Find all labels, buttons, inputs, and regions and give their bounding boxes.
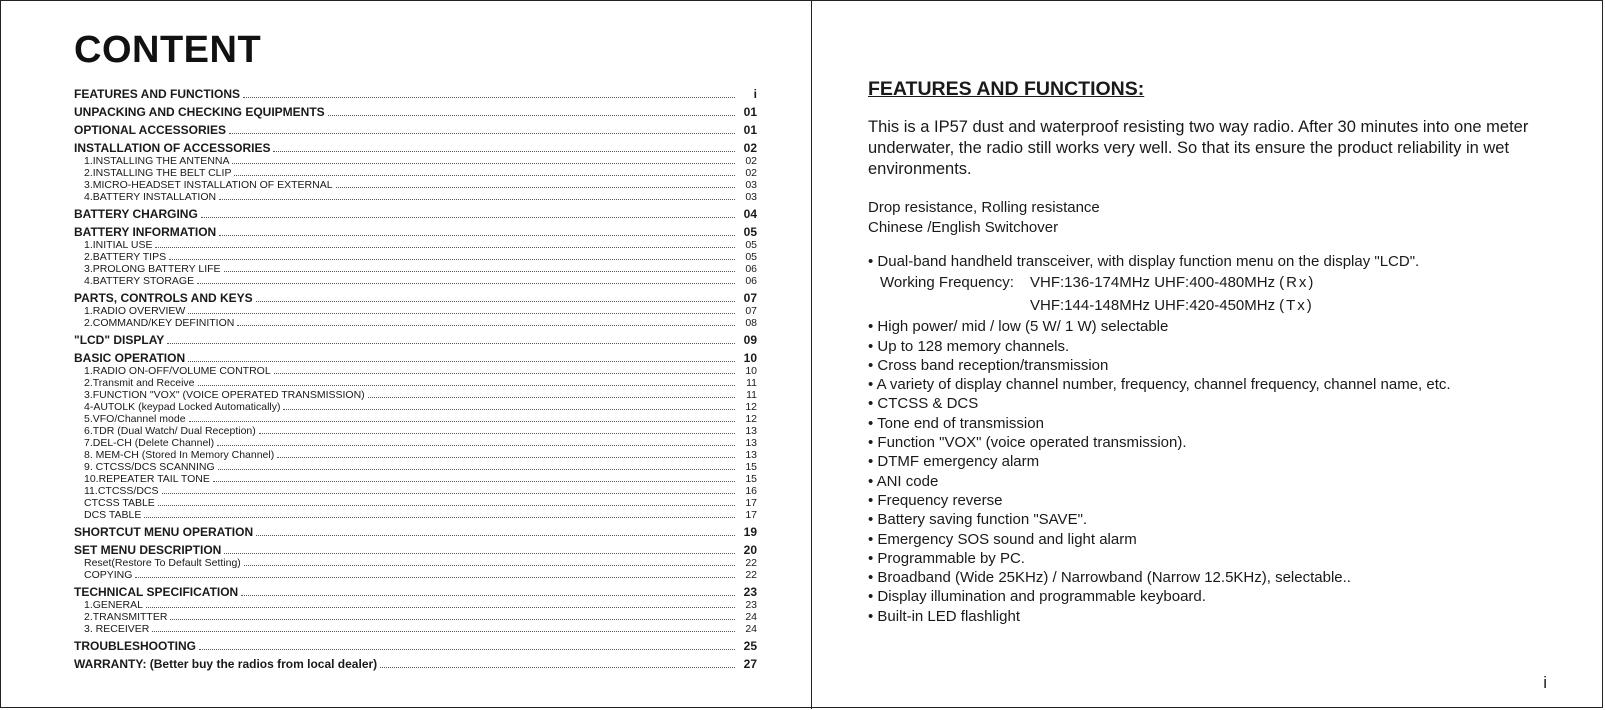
dot-leader (328, 114, 735, 116)
dot-leader (232, 162, 735, 164)
toc-section (74, 543, 757, 581)
feature-bullet: • Function "VOX" (voice operated transmission). (868, 434, 1187, 452)
toc-entry-page: 23 (745, 599, 757, 611)
dot-leader (217, 444, 735, 446)
toc-entry-page: 02 (745, 167, 757, 179)
feature-bullet: • Built-in LED flashlight (868, 607, 1020, 625)
frequency-tx-row (868, 294, 1568, 317)
toc-entry-page: 24 (745, 623, 757, 635)
dot-leader (198, 384, 736, 386)
toc-entry-label: 3.FUNCTION "VOX" (VOICE OPERATED TRANSMISSION) (84, 389, 365, 401)
page-divider (811, 1, 812, 709)
toc-entry-label: 11.CTCSS/DCS (84, 485, 159, 497)
toc-entry-page: 01 (743, 123, 757, 137)
dot-leader (219, 234, 735, 236)
feature-bullet: • A variety of display channel number, frequency, channel frequency, channel name, etc. (868, 376, 1451, 394)
toc-entry-page: 23 (743, 585, 757, 599)
toc-entry-label: 8. MEM-CH (Stored In Memory Channel) (84, 449, 275, 461)
toc-entry-page: 12 (745, 401, 757, 413)
frequency-tx-tag: (Tx) (1279, 297, 1314, 315)
toc-entry-label: 3.MICRO-HEADSET INSTALLATION OF EXTERNAL (84, 179, 333, 191)
toc-entry-page: 24 (745, 611, 757, 623)
toc-entry-page: 15 (745, 473, 757, 485)
dot-leader (146, 606, 735, 608)
dot-leader (336, 186, 735, 188)
dot-leader (167, 342, 735, 344)
dot-leader (155, 246, 735, 248)
frequency-tx-values: VHF:144-148MHz UHF:420-450MHz (1030, 297, 1276, 315)
toc-entry-page: 05 (745, 239, 757, 251)
toc-subentry (74, 317, 757, 329)
toc-entry-page: 22 (745, 557, 757, 569)
toc-section (74, 333, 757, 347)
toc-entry-label: BATTERY INFORMATION (74, 225, 217, 239)
toc-entry-label: 1.RADIO OVERVIEW (84, 305, 186, 317)
intro-paragraph: This is a IP57 dust and waterproof resisting two way radio. After 30 minutes into one meter underwater, the radio still works very well. So that its ensure the product reliability in wet environments. (868, 118, 1529, 178)
toc-section (74, 207, 757, 221)
toc-entry-page: 03 (745, 179, 757, 191)
page-number: i (1543, 673, 1547, 692)
toc-subentry (74, 449, 757, 461)
dot-leader (224, 552, 735, 554)
toc-entry-page: 17 (745, 509, 757, 521)
toc-entry-label: 1.RADIO ON-OFF/VOLUME CONTROL (84, 365, 271, 377)
contents-title: CONTENT (74, 29, 262, 71)
toc-entry-page: 13 (745, 425, 757, 437)
dot-leader (368, 396, 735, 398)
toc-subentry (74, 569, 757, 581)
toc-subentry (74, 167, 757, 179)
toc-entry-label: 10.REPEATER TAIL TONE (84, 473, 210, 485)
toc-entry-label: 5.VFO/Channel mode (84, 413, 186, 425)
dot-leader (218, 468, 735, 470)
dot-leader (152, 630, 735, 632)
dot-leader (256, 534, 735, 536)
toc-subentry (74, 437, 757, 449)
toc-subentry (74, 179, 757, 191)
toc-entry-page: 11 (746, 377, 757, 389)
plain-line: Chinese /English Switchover (868, 219, 1059, 236)
toc-entry-label: UNPACKING AND CHECKING EQUIPMENTS (74, 105, 325, 119)
dot-leader (219, 198, 735, 200)
dot-leader (144, 516, 735, 518)
toc-section (74, 525, 757, 539)
toc-entry (74, 123, 757, 137)
toc-entry-label: COPYING (84, 569, 133, 581)
dot-leader (274, 372, 735, 374)
toc-entry-page: 05 (743, 225, 757, 239)
toc-entry-label: 1.INSTALLING THE ANTENNA (84, 155, 230, 167)
toc-entry (74, 141, 757, 155)
toc-section (74, 225, 757, 287)
toc-entry-label: OPTIONAL ACCESSORIES (74, 123, 227, 137)
toc-entry (74, 333, 757, 347)
toc-entry-page: 02 (743, 141, 757, 155)
toc-section (74, 87, 757, 101)
feature-bullet: • CTCSS & DCS (868, 395, 979, 413)
toc-entry-label: SHORTCUT MENU OPERATION (74, 525, 254, 539)
toc-subentry (74, 305, 757, 317)
toc-section (74, 639, 757, 653)
toc-entry-page: 06 (745, 275, 757, 287)
feature-bullet: • High power/ mid / low (5 W/ 1 W) selectable (868, 318, 1169, 336)
feature-bullet: • Programmable by PC. (868, 549, 1025, 567)
toc-section (74, 585, 757, 635)
dot-leader (237, 324, 735, 326)
toc-subentry (74, 401, 757, 413)
feature-bullet: • Tone end of transmission (868, 414, 1044, 432)
toc-subentry (74, 275, 757, 287)
toc-subentry (74, 473, 757, 485)
toc-entry-label: 2.BATTERY TIPS (84, 251, 167, 263)
toc-subentry (74, 413, 757, 425)
dot-leader (229, 132, 735, 134)
dot-leader (273, 150, 735, 152)
toc-entry-label: 3. RECEIVER (84, 623, 150, 635)
toc-section (74, 291, 757, 329)
toc-entry-page: 07 (743, 291, 757, 305)
feature-bullet: • Broadband (Wide 25KHz) / Narrowband (Narrow 12.5KHz), selectable.. (868, 569, 1351, 587)
feature-bullet: • ANI code (868, 472, 939, 490)
toc-entry (74, 291, 757, 305)
toc-entry-page: i (753, 87, 757, 101)
toc-subentry (74, 263, 757, 275)
toc-section (74, 105, 757, 119)
toc-entry-label: 2.Transmit and Receive (84, 377, 195, 389)
toc-entry-label: 1.INITIAL USE (84, 239, 153, 251)
feature-bullet: • Cross band reception/transmission (868, 356, 1109, 374)
toc-entry-page: 03 (745, 191, 757, 203)
toc-subentry (74, 611, 757, 623)
toc-entry-page: 16 (745, 485, 757, 497)
toc-entry-page: 15 (745, 461, 757, 473)
toc-entry-label: 4.BATTERY STORAGE (84, 275, 195, 287)
toc-entry-page: 11 (746, 389, 757, 401)
toc-entry-label: CTCSS TABLE (84, 497, 155, 509)
features-heading: FEATURES AND FUNCTIONS: (868, 78, 1145, 100)
toc-entry-label: 2.TRANSMITTER (84, 611, 168, 623)
toc-entry (74, 351, 757, 365)
toc-entry-page: 02 (745, 155, 757, 167)
toc-entry-page: 05 (745, 251, 757, 263)
toc-section (74, 657, 757, 671)
dot-leader (283, 408, 735, 410)
toc-entry-label: SET MENU DESCRIPTION (74, 543, 222, 557)
toc-entry-label: Reset(Restore To Default Setting) (84, 557, 241, 569)
feature-bullet: • Battery saving function "SAVE". (868, 511, 1088, 529)
toc-entry-label: 2.COMMAND/KEY DEFINITION (84, 317, 235, 329)
contents-page (74, 29, 757, 671)
toc-entry-label: 7.DEL-CH (Delete Channel) (84, 437, 215, 449)
toc-entry-page: 08 (745, 317, 757, 329)
toc-entry-page: 04 (743, 207, 757, 221)
dot-leader (199, 648, 735, 650)
toc-entry-page: 25 (743, 639, 757, 653)
toc-entry-page: 10 (743, 351, 757, 365)
toc-subentry (74, 365, 757, 377)
toc-section (74, 351, 757, 521)
toc-entry-page: 22 (745, 569, 757, 581)
toc-entry (74, 657, 757, 671)
dot-leader (158, 504, 735, 506)
toc-entry (74, 543, 757, 557)
toc-entry-label: 1.GENERAL (84, 599, 143, 611)
feature-bullet: • DTMF emergency alarm (868, 453, 1040, 471)
feature-bullet: • Up to 128 memory channels. (868, 337, 1070, 355)
toc-entry-page: 12 (745, 413, 757, 425)
toc-subentry (74, 497, 757, 509)
dot-leader (201, 216, 735, 218)
feature-bullet: • Frequency reverse (868, 491, 1003, 509)
toc-entry-label: 9. CTCSS/DCS SCANNING (84, 461, 215, 473)
dot-leader (234, 174, 735, 176)
toc-entry-label: FEATURES AND FUNCTIONS (74, 87, 240, 101)
dot-leader (170, 618, 735, 620)
toc-entry-page: 01 (743, 105, 757, 119)
toc-subentry (74, 251, 757, 263)
toc-subentry (74, 509, 757, 521)
toc-subentry (74, 155, 757, 167)
toc-entry (74, 525, 757, 539)
frequency-rx-row (868, 271, 1568, 294)
toc-subentry (74, 485, 757, 497)
feature-bullet: • Dual-band handheld transceiver, with display function menu on the display "LCD". (868, 253, 1420, 270)
toc-entry-page: 06 (745, 263, 757, 275)
features-page (868, 77, 1568, 626)
toc-section (74, 123, 757, 137)
plain-line: Drop resistance, Rolling resistance (868, 199, 1100, 216)
feature-bullet: • Emergency SOS sound and light alarm (868, 530, 1137, 548)
toc-entry-label: 6.TDR (Dual Watch/ Dual Reception) (84, 425, 256, 437)
dot-leader (259, 432, 735, 434)
toc-entry-page: 13 (745, 437, 757, 449)
dot-leader (243, 96, 735, 98)
toc-entry-label: INSTALLATION OF ACCESSORIES (74, 141, 271, 155)
toc-entry-label: BASIC OPERATION (74, 351, 186, 365)
toc-entry-label: BATTERY CHARGING (74, 207, 198, 221)
dot-leader (197, 282, 735, 284)
dot-leader (224, 270, 735, 272)
toc-entry (74, 87, 757, 101)
dot-leader (162, 492, 736, 494)
frequency-rx-tag: (Rx) (1279, 274, 1316, 292)
dot-leader (380, 666, 735, 668)
toc-entry (74, 105, 757, 119)
toc-entry-label: PARTS, CONTROLS AND KEYS (74, 291, 253, 305)
frequency-label: Working Frequency: (880, 274, 1014, 292)
toc-entry-label: DCS TABLE (84, 509, 142, 521)
toc-entry-page: 27 (743, 657, 757, 671)
toc-entry-page: 19 (743, 525, 757, 539)
toc-subentry (74, 623, 757, 635)
toc-entry-label: WARRANTY: (Better buy the radios from local dealer) (74, 657, 378, 671)
toc-entry-page: 09 (743, 333, 757, 347)
toc-subentry (74, 599, 757, 611)
dot-leader (169, 258, 735, 260)
toc-subentry (74, 461, 757, 473)
dot-leader (213, 480, 735, 482)
feature-bullet: • Display illumination and programmable keyboard. (868, 588, 1206, 606)
toc-subentry (74, 377, 757, 389)
toc-entry-page: 13 (745, 449, 757, 461)
toc-entry-page: 17 (745, 497, 757, 509)
dot-leader (241, 594, 735, 596)
toc-entry-label: 4-AUTOLK (keypad Locked Automatically) (84, 401, 281, 413)
toc-entry-page: 10 (745, 365, 757, 377)
toc-entry-page: 07 (745, 305, 757, 317)
dot-leader (244, 564, 735, 566)
toc-entry-label: 4.BATTERY INSTALLATION (84, 191, 217, 203)
toc-subentry (74, 425, 757, 437)
plain-lines (868, 198, 1568, 238)
toc-subentry (74, 191, 757, 203)
dot-leader (188, 360, 735, 362)
toc-entry (74, 207, 757, 221)
toc-subentry (74, 239, 757, 251)
dot-leader (277, 456, 735, 458)
toc-entry-label: TECHNICAL SPECIFICATION (74, 585, 239, 599)
toc-subentry (74, 557, 757, 569)
toc-entry-label: 3.PROLONG BATTERY LIFE (84, 263, 221, 275)
dot-leader (135, 576, 735, 578)
feature-list (868, 317, 1568, 626)
toc-entry-page: 20 (743, 543, 757, 557)
toc-entry (74, 639, 757, 653)
dot-leader (256, 300, 735, 302)
frequency-rx-values: VHF:136-174MHz UHF:400-480MHz (1030, 274, 1276, 292)
toc-entry-label: "LCD" DISPLAY (74, 333, 165, 347)
toc-entry (74, 225, 757, 239)
dot-leader (188, 312, 735, 314)
table-of-contents (74, 87, 757, 671)
toc-section (74, 141, 757, 203)
toc-entry (74, 585, 757, 599)
toc-subentry (74, 389, 757, 401)
toc-entry-label: 2.INSTALLING THE BELT CLIP (84, 167, 232, 179)
dot-leader (189, 420, 735, 422)
toc-entry-label: TROUBLESHOOTING (74, 639, 196, 653)
